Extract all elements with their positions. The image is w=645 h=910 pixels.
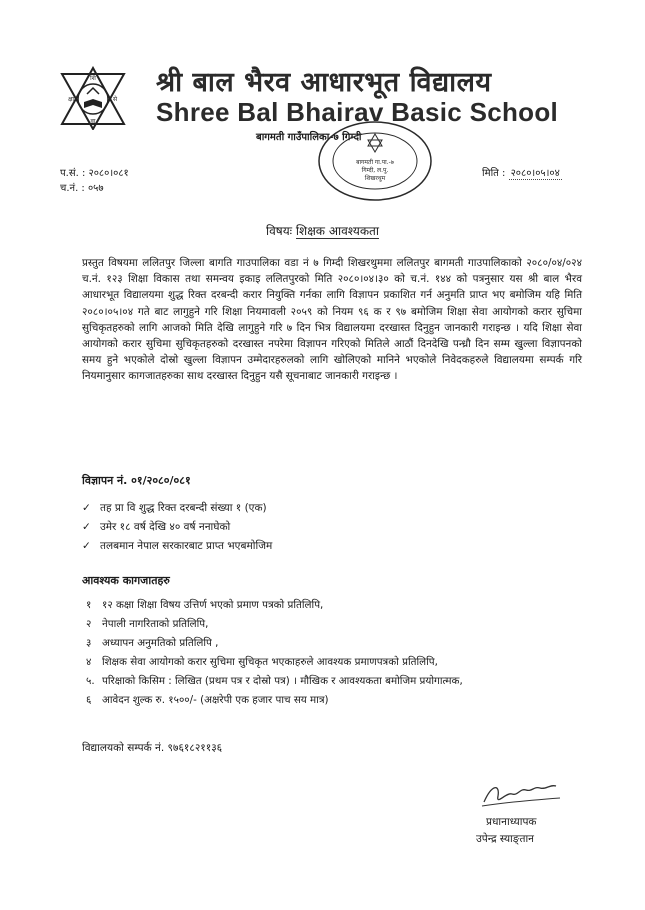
list-item bbox=[86, 617, 576, 632]
logo-text-bottom: वा bbox=[90, 118, 96, 125]
school-logo bbox=[60, 66, 126, 130]
advert-details-list bbox=[82, 499, 272, 556]
advert-item-text: उमेर १८ वर्ष देखि ४० वर्ष ननाघेको bbox=[100, 521, 231, 533]
list-item bbox=[86, 693, 576, 708]
logo-text-left: क्षा bbox=[68, 96, 74, 103]
letter-date bbox=[482, 165, 562, 179]
advert-number-heading: विज्ञापन नं. ०१/२०८०/०८१ bbox=[82, 474, 191, 487]
list-item bbox=[86, 598, 576, 613]
school-address: बागमती गाउँपालिका-७ गिम्दी bbox=[256, 132, 362, 143]
item-number: ४ bbox=[86, 656, 92, 668]
item-text: आवेदन शुल्क रु. १५००/- (अक्षरेपी एक हजार पाच सय मात्र) bbox=[102, 694, 329, 706]
item-text: १२ कक्षा शिक्षा विषय उत्तिर्ण भएको प्रमाण पत्रको प्रतिलिपि, bbox=[102, 599, 324, 611]
item-text: परिक्षाको किसिम : लिखित (प्रथम पत्र र दोस्रो पत्र) । मौखिक र आवश्यकता बमोजिम प्रयोगात्मक, bbox=[102, 675, 463, 687]
logo-text-top: शि bbox=[90, 75, 96, 82]
notice-body-paragraph: प्रस्तुत विषयमा ललितपुर जिल्ला बागति गाउपालिका वडा नं ७ गिम्दी शिखरथुममा ललितपुर बागमती गाउपालिकाको २०८०/०४/०२४ च.नं. १२३ शिक्षा विकास तथा समन्वय इकाइ ललितपुरको मिति २०८०।०४।३० को च.नं. १४४ को पत्रनुसार यस श्री बाल भैरव आधारभूत विद्यालयमा शुद्ध रिक्त दरबन्दी करार नियुक्ति गर्नका लागि विज्ञापन प्रकाशित गर्न अनुमति प्राप्त भए बमोजिम यहि मिति २०८०।०५।०४ गते बाट लागुहुने गरि शिक्षा नियमावली २०५९ को नियम ९६ क र ९७ बमोजिम शिक्षा सेवा आयोगको करार सुचिमा सुचिकृतहरुको लागि आजको मिति देखि लागुहुने गरि ७ दिन भित्र विद्यालयमा दरखास्त दिनुहुन जानकारी गराइन्छ । यदि शिक्षा सेवा आयोगको करार सुचिमा सुचिकृतहरुको दरखास्त नपरेमा विज्ञापन गरिएको मितिले आठौं दिनदेखि पन्ध्रौ दिन सम्म खुल्ला विज्ञापनको समय हुने भएकोले दोस्रो खुल्ला विज्ञापन उम्मेदारहरुलको लागि खोलिएको मानिने भएकोले निवेदकहरुले विद्यालयमा सम्पर्क गरि नियमानुसार कागजातहरुका साथ दरखास्त दिनुहुन यसै सूचनाबाट जानकारी गराइन्छ । bbox=[82, 257, 582, 383]
signatory-title: प्रधानाध्यापक bbox=[486, 816, 537, 828]
date-label: मिति : bbox=[482, 168, 506, 179]
school-contact-number: विद्यालयको सम्पर्क नं. ९७६१८२११३६ bbox=[82, 742, 223, 754]
list-item bbox=[82, 537, 272, 556]
seal-line-3: शिखरथुम bbox=[364, 175, 386, 182]
school-name-english: Shree Bal Bhairav Basic School bbox=[156, 97, 559, 127]
seal-line-1: बागमती गा.पा.-७ bbox=[356, 159, 394, 166]
subject-line bbox=[0, 222, 645, 239]
seal-line-2: गिम्दी, ल.पु. bbox=[361, 167, 389, 174]
school-name-nepali: श्री बाल भैरव आधारभूत विद्यालय bbox=[156, 67, 492, 98]
patra-sankhya: प.सं. : २०८०।०८१ bbox=[60, 168, 129, 179]
chalani-number: च.नं. : ०५७ bbox=[60, 183, 104, 194]
list-item bbox=[82, 518, 272, 537]
item-text: नेपाली नागरिताको प्रतिलिपि, bbox=[102, 618, 209, 630]
checkmark-icon: ✓ bbox=[82, 521, 91, 533]
advert-item-text: तह प्रा वि शुद्ध रिक्त दरबन्दी संख्या १ (एक) bbox=[100, 502, 267, 514]
subject-value: शिक्षक आवश्यकता bbox=[295, 224, 379, 238]
handwritten-signature bbox=[478, 778, 562, 812]
checkmark-icon: ✓ bbox=[82, 540, 91, 552]
required-documents-list bbox=[86, 598, 576, 712]
advert-item-text: तलबमान नेपाल सरकारबाट प्राप्त भएबमोजिम bbox=[100, 540, 273, 552]
item-number: ३ bbox=[86, 637, 92, 649]
checkmark-icon: ✓ bbox=[82, 502, 91, 514]
list-item bbox=[86, 655, 576, 670]
list-item bbox=[86, 674, 576, 689]
item-number: ६ bbox=[86, 694, 92, 706]
item-text: शिक्षक सेवा आयोगको करार सुचिमा सुचिकृत भएकाहरुले आवश्यक प्रमाणपत्रको प्रतिलिपि, bbox=[102, 656, 438, 668]
signatory-name: उपेन्द्र स्याङ्तान bbox=[476, 833, 534, 845]
date-value: २०८०।०५।०४ bbox=[510, 168, 560, 179]
item-number: ५. bbox=[86, 675, 95, 687]
item-text: अध्यापन अनुमतिको प्रतिलिपि , bbox=[102, 637, 219, 649]
required-documents-heading: आवश्यक कागजातहरु bbox=[82, 574, 170, 587]
subject-label: विषयः bbox=[265, 224, 293, 238]
item-number: २ bbox=[86, 618, 92, 630]
list-item bbox=[86, 636, 576, 651]
school-seal-stamp bbox=[316, 120, 434, 202]
item-number: १ bbox=[86, 599, 92, 611]
list-item bbox=[82, 499, 272, 518]
logo-text-right: से bbox=[112, 96, 118, 103]
